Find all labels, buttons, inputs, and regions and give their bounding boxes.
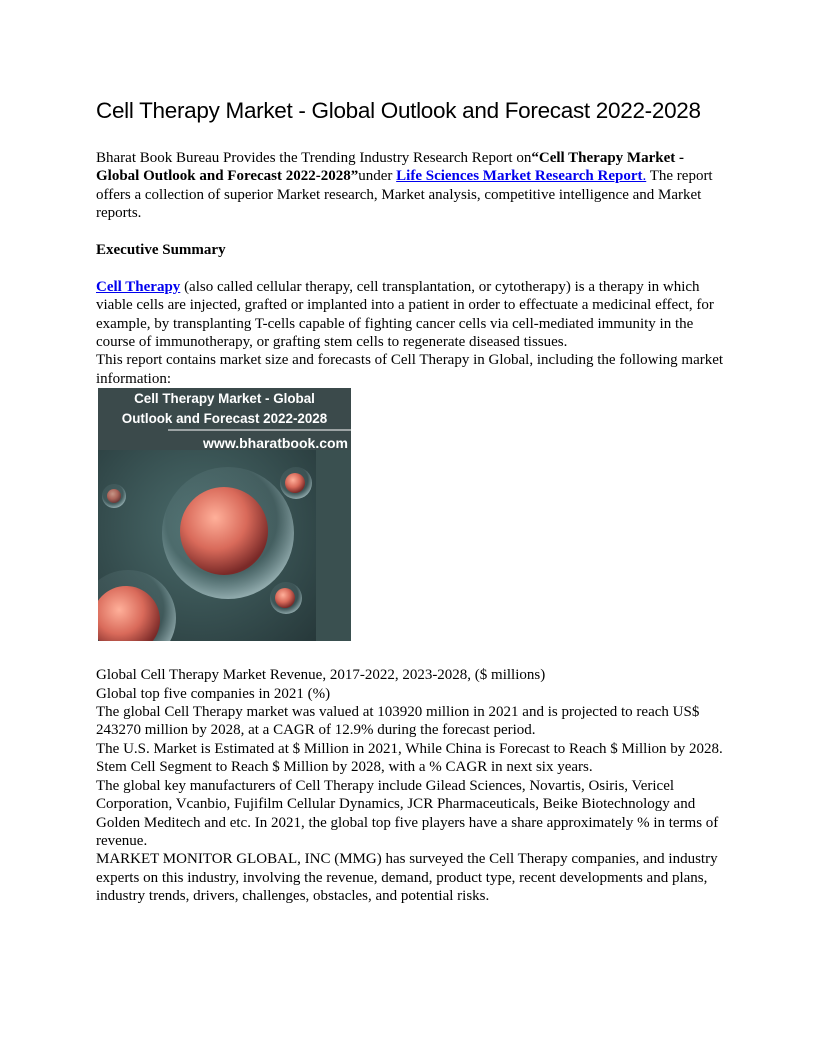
summary-paragraph [96,278,726,352]
life-sciences-link[interactable]: Life Sciences Market Research Report [396,168,643,185]
cover-url: www.bharatbook.com [203,435,348,452]
intro-prefix: Bharat Book Bureau Provides the Trending Industry Research Report on [96,150,532,166]
text-line: The U.S. Market is Estimated at $ Million in 2021, While China is Forecast to Reach $ Million by 2028. [96,740,723,757]
report-name: “Cell Therapy Market - Global Outlook and Forecast 2022-2028” [96,150,684,185]
document-body [96,149,726,906]
cell-therapy-link[interactable]: Cell Therapy [96,278,181,295]
cover-title-line1: Cell Therapy Market - Global [134,391,315,407]
summary-text: (also called cellular therapy, cell transplantation, or cytotherapy) is a therapy in which viable cells are injected, grafted or implanted into a patient in order to effectuate a medicinal effect, for example, by transplanting T-cells capable of fighting cancer cells via cell-mediated immunity in the course of immunotherapy, or grafting stem cells to regenerate diseased tissues. [96,278,714,351]
executive-summary-heading: Executive Summary [96,242,226,259]
intro-under: under [358,168,397,185]
cover-image [98,388,351,641]
text-line: Stem Cell Segment to Reach $ Million by 2028, with a % CAGR in next six years. [96,759,593,776]
report-contains: This report contains market size and forecasts of Cell Therapy in Global, including the following market information: [96,352,724,387]
text-line: MARKET MONITOR GLOBAL, INC (MMG) has surveyed the Cell Therapy companies, and industry experts on this industry, involving the revenue, demand, product type, recent developments and plans, industry trends, drivers, challenges, obstacles, and potential risks. [96,851,718,905]
intro-paragraph [96,149,726,223]
cover-title-line2: Outlook and Forecast 2022-2028 [121,411,328,427]
intro-period: . [642,168,647,185]
intro-rest: The report offers a collection of superior Market research, Market analysis, competitive intelligence and Market reports. [96,168,713,222]
text-line: Global top five companies in 2021 (%) [96,685,331,702]
page-title: Cell Therapy Market - Global Outlook and Forecast 2022-2028 [96,98,701,123]
text-line: Global Cell Therapy Market Revenue, 2017-2022, 2023-2028, ($ millions) [96,667,546,684]
text-line: The global Cell Therapy market was valued at 103920 million in 2021 and is projected to reach US$ 243270 million by 2028, at a CAGR of 12.9% during the forecast period. [96,704,700,739]
text-line: The global key manufacturers of Cell Therapy include Gilead Sciences, Novartis, Osiris, Vericel Corporation, Vcanbio, Fujifilm Cellular Dynamics, JCR Pharmaceuticals, Beike Biotechnology and Golden Meditech and etc. In 2021, the global top five players have a share approximately % in terms of revenue. [96,777,719,849]
